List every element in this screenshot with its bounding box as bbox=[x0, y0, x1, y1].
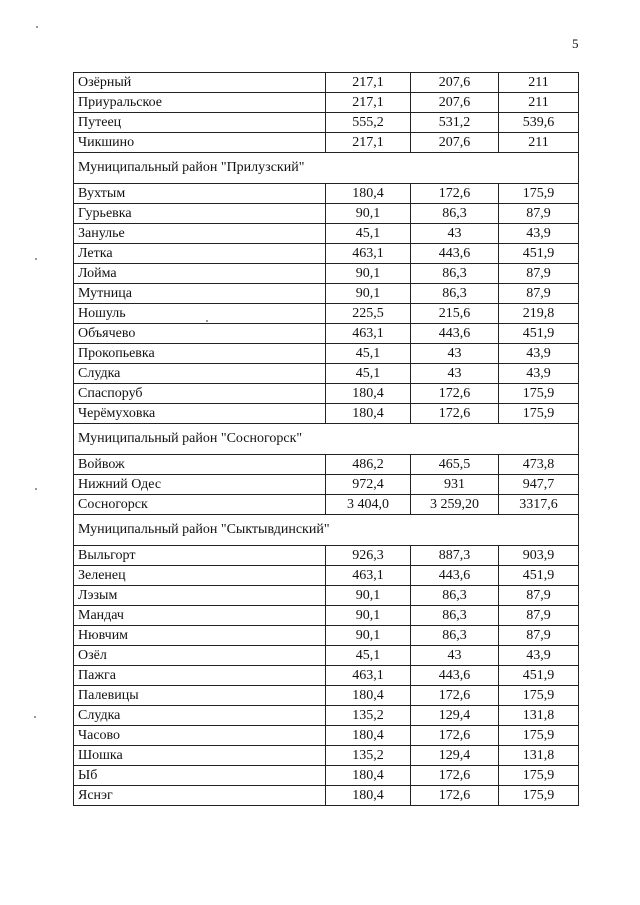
value-2-cell: 172,6 bbox=[411, 726, 499, 746]
settlement-name-cell: Черёмуховка bbox=[74, 404, 326, 424]
tariff-table bbox=[73, 72, 579, 806]
settlement-name-cell: Ношуль bbox=[74, 304, 326, 324]
value-3-cell: 219,8 bbox=[499, 304, 579, 324]
section-title: Муниципальный район "Сосногорск" bbox=[74, 424, 579, 455]
value-1-cell: 463,1 bbox=[326, 244, 411, 264]
settlement-name-cell: Прокопьевка bbox=[74, 344, 326, 364]
value-3-cell: 87,9 bbox=[499, 264, 579, 284]
table-body bbox=[74, 73, 579, 806]
settlement-name-cell: Выльгорт bbox=[74, 546, 326, 566]
value-2-cell: 443,6 bbox=[411, 324, 499, 344]
section-header-row bbox=[74, 424, 579, 455]
value-1-cell: 45,1 bbox=[326, 364, 411, 384]
value-2-cell: 129,4 bbox=[411, 746, 499, 766]
value-2-cell: 86,3 bbox=[411, 586, 499, 606]
value-3-cell: 175,9 bbox=[499, 786, 579, 806]
value-2-cell: 207,6 bbox=[411, 93, 499, 113]
value-3-cell: 87,9 bbox=[499, 606, 579, 626]
value-2-cell: 172,6 bbox=[411, 384, 499, 404]
value-2-cell: 86,3 bbox=[411, 626, 499, 646]
scan-speck bbox=[34, 716, 36, 718]
value-3-cell: 211 bbox=[499, 133, 579, 153]
value-2-cell: 887,3 bbox=[411, 546, 499, 566]
value-3-cell: 175,9 bbox=[499, 726, 579, 746]
table-row bbox=[74, 726, 579, 746]
value-1-cell: 180,4 bbox=[326, 184, 411, 204]
value-2-cell: 172,6 bbox=[411, 786, 499, 806]
value-3-cell: 175,9 bbox=[499, 686, 579, 706]
value-1-cell: 463,1 bbox=[326, 666, 411, 686]
settlement-name-cell: Чикшино bbox=[74, 133, 326, 153]
value-1-cell: 217,1 bbox=[326, 133, 411, 153]
settlement-name-cell: Пажга bbox=[74, 666, 326, 686]
value-3-cell: 175,9 bbox=[499, 766, 579, 786]
value-2-cell: 207,6 bbox=[411, 133, 499, 153]
value-2-cell: 172,6 bbox=[411, 686, 499, 706]
settlement-name-cell: Путеец bbox=[74, 113, 326, 133]
table-row bbox=[74, 364, 579, 384]
value-1-cell: 555,2 bbox=[326, 113, 411, 133]
value-1-cell: 45,1 bbox=[326, 344, 411, 364]
table-row bbox=[74, 766, 579, 786]
settlement-name-cell: Зеленец bbox=[74, 566, 326, 586]
table-row bbox=[74, 546, 579, 566]
value-1-cell: 463,1 bbox=[326, 324, 411, 344]
value-3-cell: 947,7 bbox=[499, 475, 579, 495]
value-3-cell: 131,8 bbox=[499, 746, 579, 766]
table-row bbox=[74, 746, 579, 766]
settlement-name-cell: Шошка bbox=[74, 746, 326, 766]
value-2-cell: 43 bbox=[411, 344, 499, 364]
value-1-cell: 3 404,0 bbox=[326, 495, 411, 515]
table-row bbox=[74, 606, 579, 626]
settlement-name-cell: Нювчим bbox=[74, 626, 326, 646]
value-3-cell: 451,9 bbox=[499, 666, 579, 686]
table-row bbox=[74, 586, 579, 606]
value-1-cell: 180,4 bbox=[326, 726, 411, 746]
settlement-name-cell: Слудка bbox=[74, 706, 326, 726]
value-1-cell: 180,4 bbox=[326, 786, 411, 806]
settlement-name-cell: Нижний Одес bbox=[74, 475, 326, 495]
settlement-name-cell: Ыб bbox=[74, 766, 326, 786]
value-2-cell: 86,3 bbox=[411, 284, 499, 304]
value-3-cell: 87,9 bbox=[499, 626, 579, 646]
scan-speck bbox=[35, 488, 37, 490]
table-row bbox=[74, 133, 579, 153]
settlement-name-cell: Гурьевка bbox=[74, 204, 326, 224]
value-3-cell: 451,9 bbox=[499, 244, 579, 264]
value-2-cell: 215,6 bbox=[411, 304, 499, 324]
value-1-cell: 180,4 bbox=[326, 766, 411, 786]
table-row bbox=[74, 244, 579, 264]
value-3-cell: 87,9 bbox=[499, 204, 579, 224]
scan-speck bbox=[36, 26, 38, 28]
table-row bbox=[74, 224, 579, 244]
table-row bbox=[74, 73, 579, 93]
table-row bbox=[74, 404, 579, 424]
settlement-name-cell: Спаспоруб bbox=[74, 384, 326, 404]
value-3-cell: 3317,6 bbox=[499, 495, 579, 515]
settlement-name-cell: Часово bbox=[74, 726, 326, 746]
table-row bbox=[74, 324, 579, 344]
table-row bbox=[74, 204, 579, 224]
value-2-cell: 3 259,20 bbox=[411, 495, 499, 515]
value-1-cell: 90,1 bbox=[326, 626, 411, 646]
settlement-name-cell: Слудка bbox=[74, 364, 326, 384]
table-row bbox=[74, 686, 579, 706]
value-1-cell: 180,4 bbox=[326, 686, 411, 706]
value-1-cell: 135,2 bbox=[326, 746, 411, 766]
table-row bbox=[74, 475, 579, 495]
table-row bbox=[74, 495, 579, 515]
section-title: Муниципальный район "Сыктывдинский" bbox=[74, 515, 579, 546]
value-3-cell: 473,8 bbox=[499, 455, 579, 475]
value-3-cell: 175,9 bbox=[499, 184, 579, 204]
value-1-cell: 926,3 bbox=[326, 546, 411, 566]
value-1-cell: 90,1 bbox=[326, 264, 411, 284]
value-1-cell: 90,1 bbox=[326, 586, 411, 606]
table-row bbox=[74, 566, 579, 586]
value-1-cell: 90,1 bbox=[326, 284, 411, 304]
settlement-name-cell: Мандач bbox=[74, 606, 326, 626]
table-row bbox=[74, 384, 579, 404]
value-2-cell: 86,3 bbox=[411, 264, 499, 284]
value-1-cell: 180,4 bbox=[326, 384, 411, 404]
section-title: Муниципальный район "Прилузский" bbox=[74, 153, 579, 184]
value-2-cell: 129,4 bbox=[411, 706, 499, 726]
value-1-cell: 45,1 bbox=[326, 646, 411, 666]
value-2-cell: 443,6 bbox=[411, 566, 499, 586]
value-3-cell: 175,9 bbox=[499, 384, 579, 404]
table-row bbox=[74, 706, 579, 726]
value-3-cell: 211 bbox=[499, 73, 579, 93]
value-2-cell: 465,5 bbox=[411, 455, 499, 475]
settlement-name-cell: Объячево bbox=[74, 324, 326, 344]
value-1-cell: 486,2 bbox=[326, 455, 411, 475]
settlement-name-cell: Лэзым bbox=[74, 586, 326, 606]
value-2-cell: 172,6 bbox=[411, 766, 499, 786]
value-1-cell: 972,4 bbox=[326, 475, 411, 495]
value-1-cell: 45,1 bbox=[326, 224, 411, 244]
settlement-name-cell: Озёрный bbox=[74, 73, 326, 93]
settlement-name-cell: Занулье bbox=[74, 224, 326, 244]
value-3-cell: 451,9 bbox=[499, 324, 579, 344]
settlement-name-cell: Лойма bbox=[74, 264, 326, 284]
value-1-cell: 463,1 bbox=[326, 566, 411, 586]
value-1-cell: 217,1 bbox=[326, 73, 411, 93]
settlement-name-cell: Вухтым bbox=[74, 184, 326, 204]
value-3-cell: 43,9 bbox=[499, 344, 579, 364]
value-2-cell: 172,6 bbox=[411, 184, 499, 204]
table-row bbox=[74, 344, 579, 364]
value-3-cell: 87,9 bbox=[499, 586, 579, 606]
settlement-name-cell: Приуральское bbox=[74, 93, 326, 113]
value-2-cell: 931 bbox=[411, 475, 499, 495]
value-3-cell: 451,9 bbox=[499, 566, 579, 586]
value-1-cell: 90,1 bbox=[326, 606, 411, 626]
value-1-cell: 90,1 bbox=[326, 204, 411, 224]
settlement-name-cell: Яснэг bbox=[74, 786, 326, 806]
value-2-cell: 443,6 bbox=[411, 244, 499, 264]
section-header-row bbox=[74, 515, 579, 546]
value-3-cell: 87,9 bbox=[499, 284, 579, 304]
value-3-cell: 211 bbox=[499, 93, 579, 113]
value-2-cell: 172,6 bbox=[411, 404, 499, 424]
value-3-cell: 43,9 bbox=[499, 224, 579, 244]
value-2-cell: 43 bbox=[411, 224, 499, 244]
value-2-cell: 43 bbox=[411, 364, 499, 384]
value-2-cell: 531,2 bbox=[411, 113, 499, 133]
value-2-cell: 207,6 bbox=[411, 73, 499, 93]
value-1-cell: 135,2 bbox=[326, 706, 411, 726]
settlement-name-cell: Сосногорск bbox=[74, 495, 326, 515]
table-row bbox=[74, 666, 579, 686]
value-3-cell: 175,9 bbox=[499, 404, 579, 424]
settlement-name-cell: Летка bbox=[74, 244, 326, 264]
table-row bbox=[74, 646, 579, 666]
settlement-name-cell: Мутница bbox=[74, 284, 326, 304]
value-3-cell: 43,9 bbox=[499, 364, 579, 384]
table-row bbox=[74, 113, 579, 133]
value-2-cell: 86,3 bbox=[411, 606, 499, 626]
value-2-cell: 43 bbox=[411, 646, 499, 666]
section-header-row bbox=[74, 153, 579, 184]
value-1-cell: 217,1 bbox=[326, 93, 411, 113]
table-row bbox=[74, 284, 579, 304]
value-2-cell: 86,3 bbox=[411, 204, 499, 224]
settlement-name-cell: Войвож bbox=[74, 455, 326, 475]
page-number: 5 bbox=[572, 36, 579, 51]
table-row bbox=[74, 304, 579, 324]
value-1-cell: 180,4 bbox=[326, 404, 411, 424]
table-row bbox=[74, 455, 579, 475]
scan-speck bbox=[35, 258, 37, 260]
table-row bbox=[74, 184, 579, 204]
value-3-cell: 131,8 bbox=[499, 706, 579, 726]
value-1-cell: 225,5 bbox=[326, 304, 411, 324]
table-row bbox=[74, 786, 579, 806]
table-row bbox=[74, 93, 579, 113]
value-3-cell: 539,6 bbox=[499, 113, 579, 133]
settlement-name-cell: Озёл bbox=[74, 646, 326, 666]
table-row bbox=[74, 264, 579, 284]
table-row bbox=[74, 626, 579, 646]
value-3-cell: 43,9 bbox=[499, 646, 579, 666]
value-3-cell: 903,9 bbox=[499, 546, 579, 566]
settlement-name-cell: Палевицы bbox=[74, 686, 326, 706]
value-2-cell: 443,6 bbox=[411, 666, 499, 686]
